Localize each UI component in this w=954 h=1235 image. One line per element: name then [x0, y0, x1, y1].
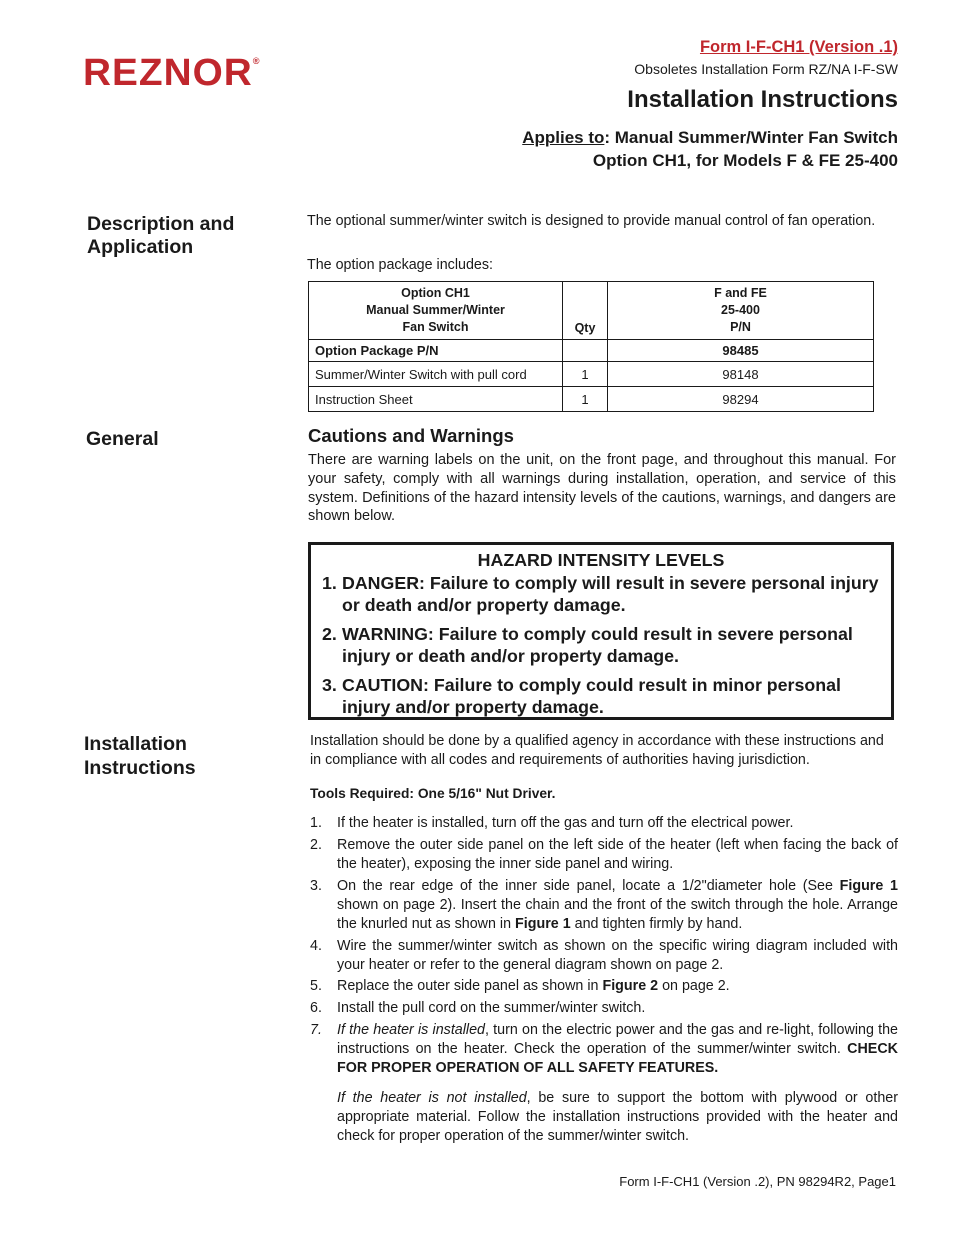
step-number: 3. — [310, 878, 322, 894]
step-number: 2. — [310, 837, 322, 853]
applies-label: Applies to — [522, 128, 605, 147]
table-cell-item: Instruction Sheet — [309, 387, 563, 412]
table-cell-qty: 1 — [563, 362, 608, 387]
heading-line: Installation — [84, 733, 187, 755]
table-header-row — [309, 282, 874, 340]
step-text: Remove the outer side panel on the left side of the heater (left when facing the back of the heater), exposing the inner side panel and wiring. — [337, 837, 898, 872]
text-run: Replace the outer side panel as shown in — [337, 978, 603, 994]
text-run: , turn on the electric power and the gas and re-light, following the instructions on the heater. Check the operation of the summer/winter switch. — [337, 1022, 898, 1057]
page-title: Installation Instructions — [627, 86, 898, 113]
step-number: 5. — [310, 978, 322, 994]
safety-emphasis: CHECK FOR PROPER OPERATION OF ALL SAFETY FEATURES. — [337, 1041, 898, 1076]
figure-ref: Figure 1 — [515, 916, 571, 932]
heading-line: Application — [87, 236, 194, 258]
text-run: shown on page 2). Insert the chain and the front of the switch through the hole. Arrange the knurled nut as shown in — [337, 897, 898, 932]
table-header-item — [309, 282, 563, 340]
text-run-italic: If the heater is not installed — [337, 1090, 527, 1106]
applies-to — [522, 126, 898, 172]
table-cell-pn: 98485 — [608, 340, 874, 362]
section-heading-general: General — [86, 428, 159, 450]
header-line: Option CH1 — [401, 286, 470, 300]
section-heading-installation — [84, 732, 284, 780]
applies-line2: Option CH1, for Models F & FE 25-400 — [592, 151, 898, 170]
header-line: 25-400 — [721, 303, 760, 317]
hazard-title: HAZARD INTENSITY LEVELS — [477, 550, 725, 570]
text-run: On the rear edge of the inner side panel, locate a 1/2"diameter hole (See — [337, 878, 840, 894]
step-7-note — [337, 1089, 898, 1146]
table-cell-pn: 98148 — [608, 362, 874, 387]
step-text: Install the pull cord on the summer/winter switch. — [337, 1000, 646, 1016]
text-run: and tighten firmly by hand. — [570, 916, 743, 932]
hazard-levels-box — [308, 542, 894, 720]
step-text: Wire the summer/winter switch as shown on the specific wiring diagram included with your heater or refer to the general diagram shown on page 2. — [337, 938, 898, 973]
table-cell-pn: 98294 — [608, 387, 874, 412]
table-cell-item: Summer/Winter Switch with pull cord — [309, 362, 563, 387]
text-run: on page 2. — [658, 978, 730, 994]
option-package-table — [308, 281, 874, 412]
table-row — [309, 340, 874, 362]
heading-line: Instructions — [84, 757, 196, 779]
step-number: 6. — [310, 1000, 322, 1016]
table-header-qty: Qty — [563, 282, 608, 340]
hazard-text: DANGER: Failure to comply will result in severe personal injury or death and/or property damage. — [342, 573, 879, 615]
table-row — [309, 387, 874, 412]
hazard-number: 1. — [322, 573, 337, 593]
hazard-text: WARNING: Failure to comply could result in severe personal injury or death and/or property damage. — [342, 624, 853, 666]
installation-intro: Installation should be done by a qualified agency in accordance with these instructions and in compliance with all codes and requirements of authorities having jurisdiction. — [310, 733, 884, 768]
reznor-logo — [83, 52, 261, 95]
step-number: 7. — [310, 1022, 322, 1038]
step-text — [337, 977, 898, 996]
page-footer: Form I-F-CH1 (Version .2), PN 98294R2, Page1 — [619, 1174, 896, 1189]
table-header-pn — [608, 282, 874, 340]
table-cell-qty: 1 — [563, 387, 608, 412]
logo-text: REZNOR — [83, 52, 253, 94]
figure-ref: Figure 2 — [602, 978, 659, 994]
step-text: If the heater is installed, turn off the gas and turn off the electrical power. — [337, 815, 794, 831]
registered-mark: ® — [252, 56, 261, 66]
obsoletes-note: Obsoletes Installation Form RZ/NA I-F-SW — [634, 61, 898, 77]
section-heading-description — [87, 213, 287, 259]
step-number: 1. — [310, 815, 322, 831]
table-cell-item: Option Package P/N — [309, 340, 563, 362]
figure-ref: Figure 1 — [839, 878, 898, 894]
text-run-italic: If the heater is installed — [337, 1022, 485, 1038]
header-line: F and FE — [714, 286, 767, 300]
header-line: Fan Switch — [402, 320, 469, 334]
form-id: Form I-F-CH1 (Version .1) — [699, 38, 898, 56]
step-number: 4. — [310, 938, 322, 954]
applies-line1: : Manual Summer/Winter Fan Switch — [604, 128, 898, 147]
tools-required: Tools Required: One 5/16" Nut Driver. — [310, 786, 556, 801]
step-text — [337, 1021, 898, 1078]
cautions-warnings-title: Cautions and Warnings — [308, 425, 514, 446]
hazard-number: 3. — [322, 675, 337, 695]
cautions-warnings-text: There are warning labels on the unit, on the front page, and throughout this manual. For your safety, comply with all warnings during installation, operation, and service of this system. Definitions of the hazard intensity levels of the cautions, warnings, and dangers are shown below. — [308, 452, 896, 525]
package-intro: The option package includes: — [307, 257, 493, 273]
step-text — [337, 877, 898, 934]
table-row — [309, 362, 874, 387]
header-line: P/N — [730, 320, 751, 334]
text-run: , be sure to support the bottom with plywood or other appropriate material. Follow the installation instructions provided with the heater and check for proper operation of the summer/winter switch. — [337, 1090, 898, 1144]
hazard-text: CAUTION: Failure to comply could result in minor personal injury and/or property damage. — [342, 675, 841, 717]
heading-line: Description and — [87, 213, 235, 235]
hazard-number: 2. — [322, 624, 337, 644]
table-cell-qty — [563, 340, 608, 362]
header-line: Manual Summer/Winter — [366, 303, 505, 317]
description-paragraph: The optional summer/winter switch is designed to provide manual control of fan operation. — [307, 213, 876, 229]
